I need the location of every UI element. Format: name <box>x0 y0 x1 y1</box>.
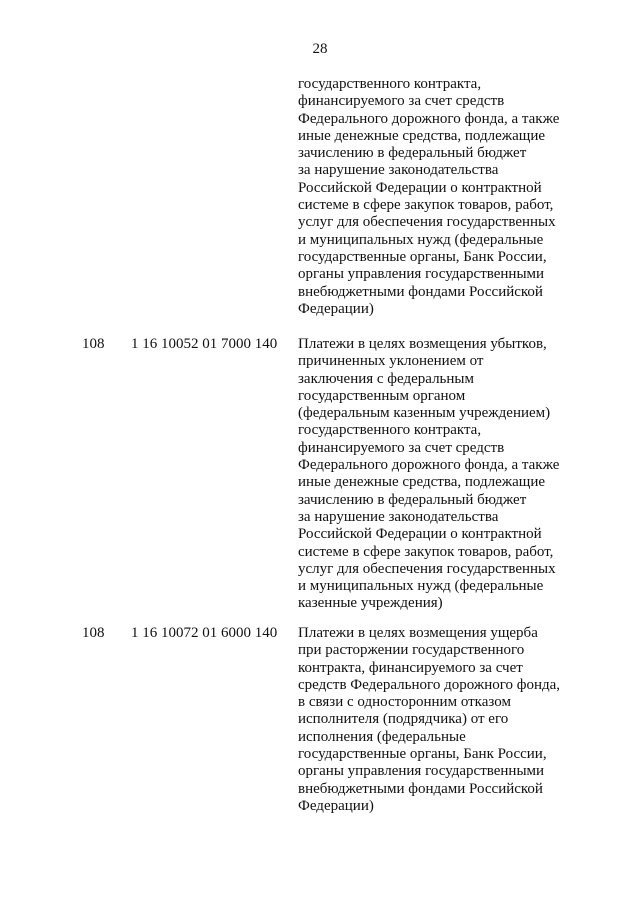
description-line: финансируемого за счет средств <box>298 93 505 110</box>
description-line: казенные учреждения) <box>298 595 443 612</box>
income-description <box>298 625 598 815</box>
description-line: в связи с односторонним отказом <box>298 694 511 711</box>
budget-classification-code: 1 16 10052 01 7000 140 <box>131 336 278 352</box>
description-line: Федерального дорожного фонда, а также <box>298 110 560 127</box>
description-line: иные денежные средства, подлежащие <box>298 474 546 491</box>
description-line: исполнения (федеральные <box>298 728 466 745</box>
description-line: за нарушение законодательства <box>298 508 499 525</box>
budget-classification-code: 1 16 10072 01 6000 140 <box>131 625 278 641</box>
description-line: (федеральным казенным учреждением) <box>298 405 551 422</box>
page-number: 28 <box>312 41 328 57</box>
description-line: Платежи в целях возмещения убытков, <box>298 336 547 352</box>
description-line: заключения с федеральным <box>298 370 474 387</box>
description-line: причиненных уклонением от <box>298 353 484 370</box>
description-line: внебюджетными фондами Российской <box>298 283 543 300</box>
description-line: Платежи в целях возмещения ущерба <box>298 625 538 641</box>
description-line: при расторжении государственного <box>298 642 525 659</box>
description-line: за нарушение законодательства <box>298 162 499 179</box>
description-line: Федерации) <box>298 797 374 814</box>
description-line: государственного контракта, <box>298 76 482 92</box>
description-line: государственным органом <box>298 387 466 404</box>
continued-description <box>298 76 598 318</box>
description-line: контракта, финансируемого за счет <box>298 659 523 676</box>
description-line: зачислению в федеральный бюджет <box>298 491 527 508</box>
admin-code: 108 <box>82 625 105 641</box>
description-line: государственные органы, Банк России, <box>298 746 547 763</box>
description-line: Федерального дорожного фонда, а также <box>298 457 560 474</box>
description-line: иные денежные средства, подлежащие <box>298 127 546 144</box>
description-line: системе в сфере закупок товаров, работ, <box>298 543 554 560</box>
description-line: государственные органы, Банк России, <box>298 248 547 265</box>
description-line: Российской Федерации о контрактной <box>298 526 542 543</box>
admin-code: 108 <box>82 336 105 352</box>
description-line: услуг для обеспечения государственных <box>298 560 556 577</box>
description-line: Российской Федерации о контрактной <box>298 179 542 196</box>
description-line: и муниципальных нужд (федеральные <box>298 578 544 595</box>
description-line: средств Федерального дорожного фонда, <box>298 676 561 693</box>
income-description <box>298 336 598 613</box>
description-line: финансируемого за счет средств <box>298 439 505 456</box>
description-line: исполнителя (подрядчика) от его <box>298 711 509 728</box>
description-line: государственного контракта, <box>298 422 482 439</box>
description-line: органы управления государственными <box>298 266 545 283</box>
description-line: и муниципальных нужд (федеральные <box>298 231 544 248</box>
description-line: системе в сфере закупок товаров, работ, <box>298 197 554 214</box>
description-line: внебюджетными фондами Российской <box>298 780 543 797</box>
description-line: Федерации) <box>298 300 374 317</box>
description-line: органы управления государственными <box>298 763 545 780</box>
description-line: зачислению в федеральный бюджет <box>298 145 527 162</box>
description-line: услуг для обеспечения государственных <box>298 214 556 231</box>
